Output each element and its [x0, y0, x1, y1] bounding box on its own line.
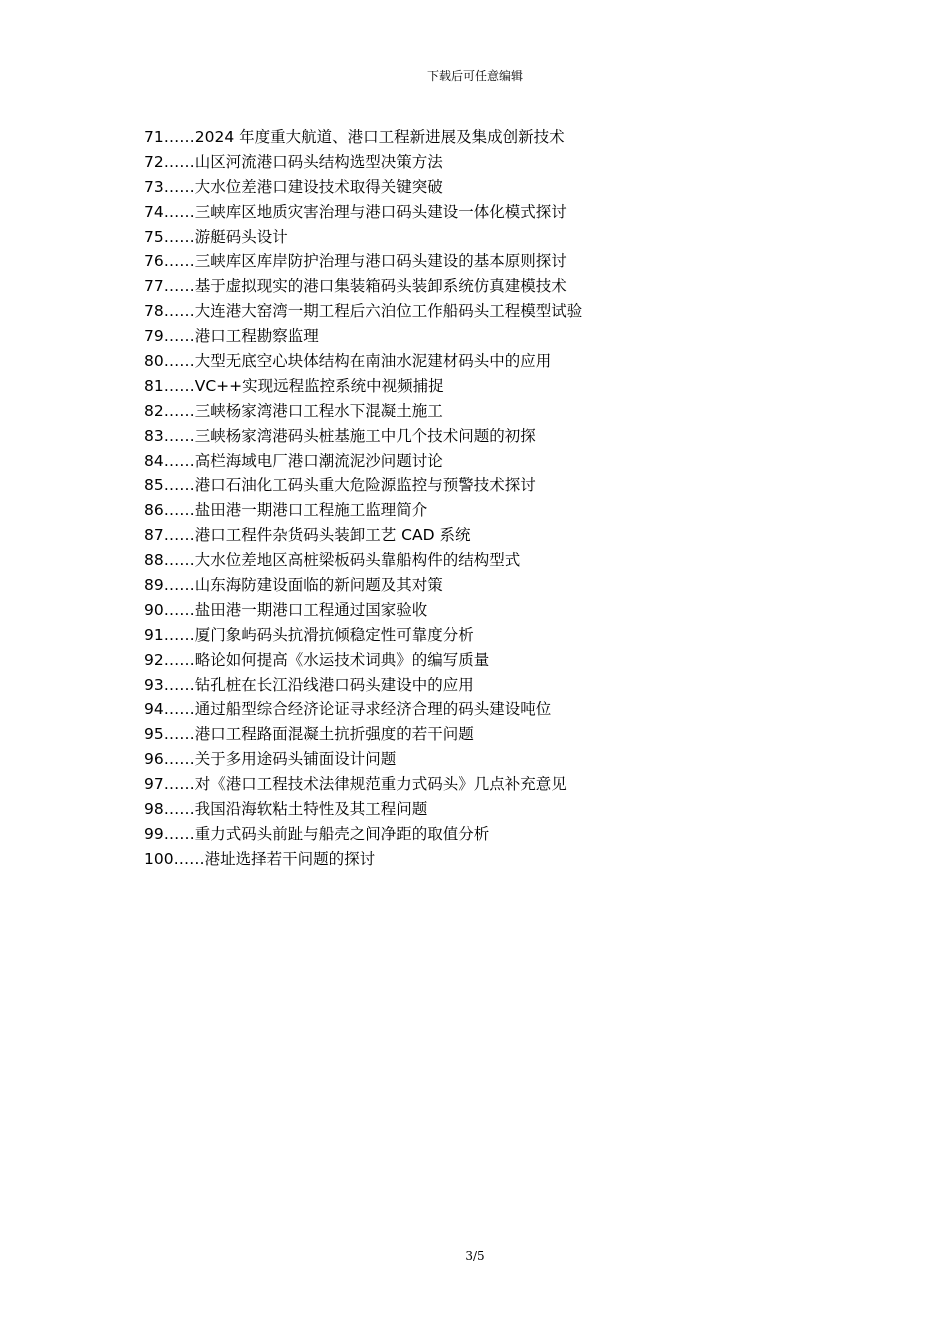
toc-item: [144, 697, 844, 722]
toc-item-title: 高栏海域电厂港口潮流泥沙问题讨论: [194, 451, 443, 470]
toc-item: [144, 399, 844, 424]
toc-item-number: 89: [144, 576, 164, 595]
toc-item: [144, 424, 844, 449]
toc-item-leader: ……: [163, 352, 195, 371]
toc-item-number: 83: [144, 426, 164, 445]
toc-item-number: 78: [144, 302, 164, 321]
toc-item-number: 81: [144, 376, 164, 395]
toc-item-title: 通过船型综合经济论证寻求经济合理的码头建设吨位: [194, 700, 552, 719]
toc-item-title: 大型无底空心块体结构在南油水泥建材码头中的应用: [194, 352, 552, 371]
toc-item-number: 76: [144, 252, 164, 271]
toc-item-leader: ……: [163, 451, 195, 470]
toc-item-number: 91: [144, 625, 164, 644]
toc-item-title: 盐田港一期港口工程通过国家验收: [194, 600, 428, 619]
toc-item-leader: ……: [163, 775, 195, 794]
toc-item-leader: ……: [163, 526, 195, 545]
toc-item-title: 游艇码头设计: [194, 227, 288, 246]
toc-item-leader: ……: [163, 824, 195, 843]
toc-item-number: 99: [144, 824, 164, 843]
toc-item-number: 100: [144, 849, 174, 868]
toc-item-leader: ……: [163, 650, 195, 669]
toc-item-number: 82: [144, 401, 164, 420]
toc-item: [144, 324, 844, 349]
toc-item: [144, 498, 844, 523]
toc-item-number: 72: [144, 152, 164, 171]
toc-item-number: 88: [144, 551, 164, 570]
toc-item-leader: ……: [163, 700, 195, 719]
toc-item-title: 对《港口工程技术法律规范重力式码头》几点补充意见: [194, 775, 567, 794]
table-of-contents: [144, 125, 844, 872]
toc-item-number: 86: [144, 501, 164, 520]
toc-item: [144, 747, 844, 772]
toc-item-leader: ……: [163, 252, 195, 271]
toc-item-number: 97: [144, 775, 164, 794]
toc-item-leader: ……: [163, 675, 195, 694]
toc-item: [144, 125, 844, 150]
toc-item-title: 基于虚拟现实的港口集装箱码头装卸系统仿真建模技术: [194, 277, 567, 296]
toc-item-leader: ……: [163, 302, 195, 321]
toc-item-title: 大水位差地区高桩梁板码头靠船构件的结构型式: [194, 551, 521, 570]
toc-item-title: 港址选择若干问题的探讨: [204, 849, 376, 868]
toc-item: [144, 523, 844, 548]
toc-item-title: 钻孔桩在长江沿线港口码头建设中的应用: [194, 675, 474, 694]
toc-item-number: 87: [144, 526, 164, 545]
toc-item: [144, 473, 844, 498]
toc-item-leader: ……: [163, 227, 195, 246]
toc-item-leader: ……: [163, 501, 195, 520]
toc-item-number: 75: [144, 227, 164, 246]
toc-item: [144, 200, 844, 225]
toc-item-title: 厦门象屿码头抗滑抗倾稳定性可靠度分析: [194, 625, 474, 644]
toc-item: [144, 299, 844, 324]
toc-item-leader: ……: [163, 202, 195, 221]
toc-item-title: 大水位差港口建设技术取得关键突破: [194, 177, 443, 196]
toc-item-leader: ……: [163, 152, 195, 171]
toc-item-title: 2024 年度重大航道、港口工程新进展及集成创新技术: [194, 128, 565, 146]
toc-item-number: 80: [144, 352, 164, 371]
toc-item: [144, 648, 844, 673]
toc-item: [144, 772, 844, 797]
toc-item-number: 74: [144, 202, 164, 221]
toc-item-number: 73: [144, 177, 164, 196]
toc-item-leader: ……: [163, 476, 195, 495]
toc-item-leader: ……: [163, 128, 195, 146]
toc-item: [144, 449, 844, 474]
toc-item: [144, 847, 844, 872]
toc-item: [144, 249, 844, 274]
toc-item-title: 重力式码头前趾与船壳之间净距的取值分析: [194, 824, 490, 843]
toc-item: [144, 598, 844, 623]
toc-item-title: 三峡杨家湾港码头桩基施工中几个技术问题的初探: [194, 426, 536, 445]
toc-item-leader: ……: [163, 376, 195, 395]
toc-item: [144, 722, 844, 747]
page-number: 3/5: [465, 1249, 485, 1263]
toc-item: [144, 673, 844, 698]
toc-item-title: 山东海防建设面临的新问题及其对策: [194, 576, 443, 595]
toc-item: [144, 623, 844, 648]
toc-item-title: 港口石油化工码头重大危险源监控与预警技术探讨: [194, 476, 536, 495]
toc-item-title: 山区河流港口码头结构选型决策方法: [194, 152, 443, 171]
toc-item-title: 三峡库区库岸防护治理与港口码头建设的基本原则探讨: [194, 252, 567, 271]
toc-item-title: 三峡库区地质灾害治理与港口码头建设一体化模式探讨: [194, 202, 567, 221]
toc-item-leader: ……: [163, 551, 195, 570]
toc-item-leader: ……: [163, 277, 195, 296]
toc-item-leader: ……: [163, 725, 195, 744]
toc-item-leader: ……: [163, 327, 195, 346]
toc-item-number: 77: [144, 277, 164, 296]
toc-item-number: 94: [144, 700, 164, 719]
toc-item-leader: ……: [163, 177, 195, 196]
toc-item-number: 79: [144, 327, 164, 346]
toc-item-leader: ……: [163, 800, 195, 819]
toc-item: [144, 822, 844, 847]
toc-item-leader: ……: [163, 750, 195, 769]
toc-item-number: 96: [144, 750, 164, 769]
toc-item-number: 93: [144, 675, 164, 694]
toc-item-title: 盐田港一期港口工程施工监理简介: [194, 501, 428, 520]
toc-item-number: 90: [144, 600, 164, 619]
toc-item-title: 我国沿海软粘土特性及其工程问题: [194, 800, 428, 819]
toc-item-number: 85: [144, 476, 164, 495]
toc-item-title: 三峡杨家湾港口工程水下混凝土施工: [194, 401, 443, 420]
toc-item-leader: ……: [163, 600, 195, 619]
toc-item-title: 大连港大窑湾一期工程后六泊位工作船码头工程模型试验: [194, 302, 583, 321]
toc-item-leader: ……: [163, 426, 195, 445]
toc-item: [144, 225, 844, 250]
toc-item: [144, 175, 844, 200]
toc-item-leader: ……: [163, 625, 195, 644]
toc-item-number: 98: [144, 800, 164, 819]
toc-item: [144, 573, 844, 598]
toc-item-leader: ……: [163, 576, 195, 595]
toc-item-title: 港口工程路面混凝土抗折强度的若干问题: [194, 725, 474, 744]
toc-item-title: 港口工程勘察监理: [194, 327, 319, 346]
toc-item-number: 71: [144, 128, 164, 146]
toc-item: [144, 374, 844, 399]
toc-item-title: 略论如何提高《水运技术词典》的编写质量: [194, 650, 490, 669]
toc-item-leader: ……: [163, 401, 195, 420]
toc-item-number: 92: [144, 650, 164, 669]
toc-item: [144, 150, 844, 175]
header-note: 下载后可任意编辑: [426, 69, 523, 83]
toc-item-leader: ……: [173, 849, 205, 868]
toc-item: [144, 274, 844, 299]
toc-item-title: 关于多用途码头铺面设计问题: [194, 750, 397, 769]
toc-item: [144, 349, 844, 374]
toc-item: [144, 797, 844, 822]
toc-item-title: 港口工程件杂货码头装卸工艺 CAD 系统: [194, 526, 471, 545]
toc-item-title: VC++实现远程监控系统中视频捕捉: [194, 376, 444, 395]
toc-item-number: 84: [144, 451, 164, 470]
toc-item-number: 95: [144, 725, 164, 744]
toc-item: [144, 548, 844, 573]
